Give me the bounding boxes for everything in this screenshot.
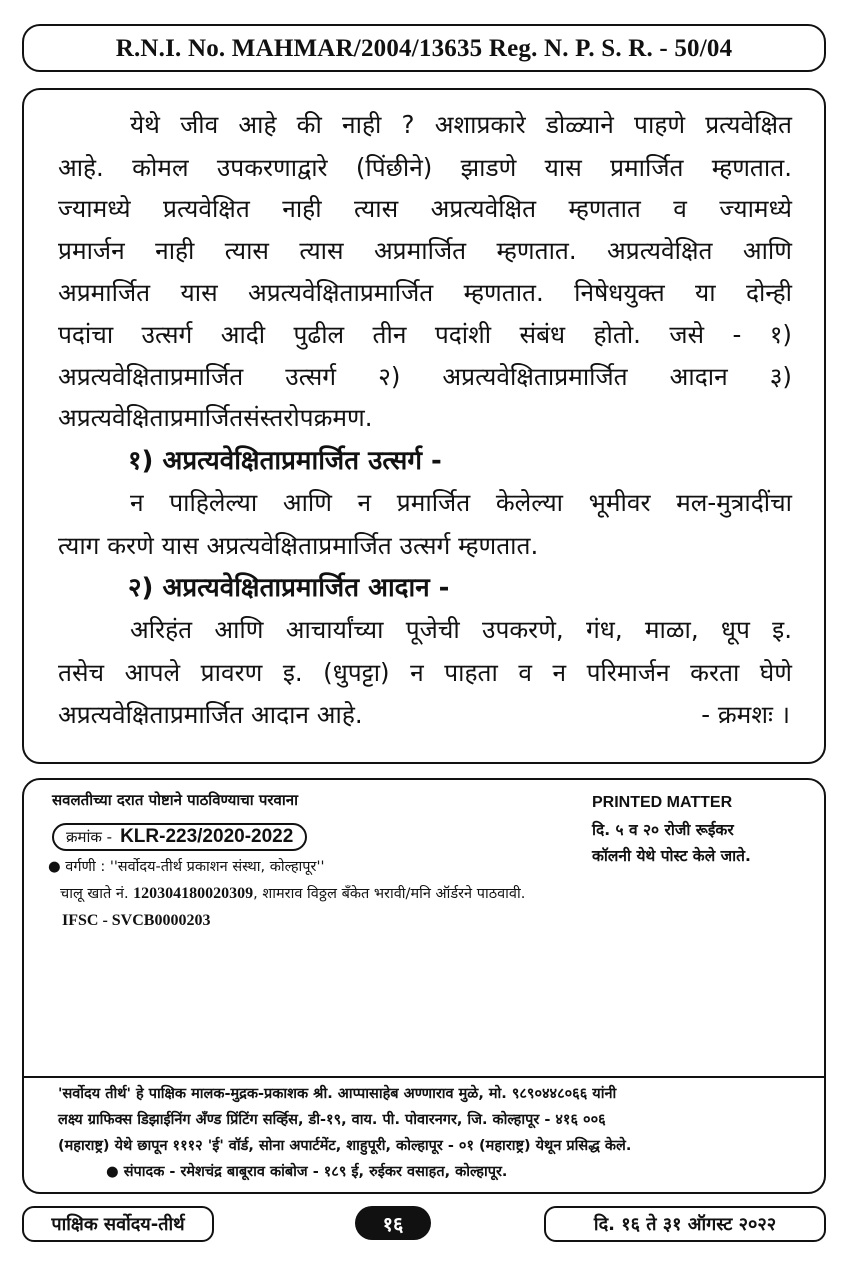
article-line: अरिहंत आणि आचार्यांच्या पूजेची उपकरणे, गंध, माळा, धूप इ.	[130, 615, 792, 644]
account-prefix: चालू खाते नं.	[60, 886, 129, 902]
registration-banner	[22, 24, 826, 72]
imprint-divider	[24, 1076, 824, 1078]
imprint-line: (महाराष्ट्र) येथे छापून १११२ 'ई' वॉर्ड, सोना अपार्टमेंट, शाहुपूरी, कोल्हापूर - ०१ (महाराष्ट्र) येथून प्रसिद्ध केले.	[58, 1138, 632, 1154]
permit-number-badge	[52, 823, 307, 851]
ifsc-code: IFSC - SVCB0000203	[62, 912, 211, 929]
registration-number: R.N.I. No. MAHMAR/2004/13635 Reg. N. P. S. R. - 50/04	[115, 35, 733, 62]
article-line: तसेच आपले प्रावरण इ. (धुपट्टा) न पाहता व न परिमार्जन करता घेणे	[58, 658, 792, 687]
account-suffix: , शामराव विठ्ठल बँकेत भरावी/मनि ऑर्डरने पाठवावी.	[253, 886, 526, 902]
article-line: त्याग करणे यास अप्रत्यवेक्षिताप्रमार्जित उत्सर्ग म्हणतात.	[58, 531, 539, 560]
section-heading-2: २) अप्रत्यवेक्षिताप्रमार्जित आदान -	[128, 573, 450, 603]
printed-matter-label: PRINTED MATTER	[592, 794, 733, 811]
section-heading-1: १) अप्रत्यवेक्षिताप्रमार्जित उत्सर्ग -	[128, 446, 442, 476]
permit-number: KLR-223/2020-2022	[120, 826, 294, 847]
article-line: पदांचा उत्सर्ग आदी पुढील तीन पदांशी संबंध होतो. जसे - १)	[58, 320, 792, 349]
article-line: येथे जीव आहे की नाही ? अशाप्रकारे डोळ्याने पाहणे प्रत्यवेक्षित	[130, 110, 792, 139]
article-line: प्रमार्जन नाही त्यास त्यास अप्रमार्जित म्हणतात. अप्रत्यवेक्षित आणि	[58, 236, 792, 265]
page-number: १६	[355, 1206, 431, 1240]
article-line: अप्रत्यवेक्षिताप्रमार्जित आदान आहे.	[58, 700, 363, 729]
postal-permit-title: सवलतीच्या दरात पोष्टाने पाठविण्याचा परवाना	[52, 791, 298, 809]
editor-line: ● संपादक - रमेशचंद्र बाबूराव कांबोज - १८९ ई, रुईकर वसाहत, कोल्हापूर.	[106, 1164, 508, 1180]
imprint-line: 'सर्वोदय तीर्थ' हे पाक्षिक मालक-मुद्रक-प्रकाशक श्री. आप्पासाहेब अण्णाराव मुळे, मो. ९८९०४४८०६६ यांनी	[58, 1086, 617, 1102]
article-box	[22, 88, 826, 764]
article-line: न पाहिलेल्या आणि न प्रमार्जित केलेल्या भूमीवर मल-मुत्रादींचा	[130, 488, 792, 517]
imprint-line: लक्ष्य ग्राफिक्स डिझाईनिंग अँण्ड प्रिंटिंग सर्व्हिस, डी-१९, वाय. पी. पोवारनगर, जि. कोल्हापूर - ४१६ ००६	[58, 1112, 606, 1128]
article-line: ज्यामध्ये प्रत्यवेक्षित नाही त्यास अप्रत्यवेक्षित म्हणतात व ज्यामध्ये	[58, 194, 792, 223]
publication-name: पाक्षिक सर्वोदय-तीर्थ	[22, 1206, 214, 1242]
issue-date: दि. १६ ते ३१ ऑगस्ट २०२२	[544, 1206, 826, 1242]
account-line	[60, 884, 525, 904]
article-line: अप्रमार्जित यास अप्रत्यवेक्षिताप्रमार्जित म्हणतात. निषेधयुक्त या दोन्ही	[58, 278, 792, 307]
posting-line-1: दि. ५ व २० रोजी रूईकर	[592, 821, 734, 839]
permit-label: क्रमांक -	[66, 828, 113, 846]
continued-mark: - क्रमशः ।	[701, 700, 790, 729]
subscription-line: ● वर्गणी : ''सर्वोदय-तीर्थ प्रकाशन संस्था, कोल्हापूर''	[48, 859, 325, 875]
postal-notice-box	[22, 778, 826, 1194]
posting-line-2: कॉलनी येथे पोस्ट केले जाते.	[592, 847, 751, 865]
article-line: आहे. कोमल उपकरणाद्वारे (पिंछीने) झाडणे यास प्रमार्जित म्हणतात.	[58, 153, 792, 182]
article-line: अप्रत्यवेक्षिताप्रमार्जित उत्सर्ग २) अप्रत्यवेक्षिताप्रमार्जित आदान ३)	[58, 362, 792, 391]
article-line: अप्रत्यवेक्षिताप्रमार्जितसंस्तरोपक्रमण.	[58, 403, 373, 432]
account-number: 120304180020309	[133, 885, 254, 902]
